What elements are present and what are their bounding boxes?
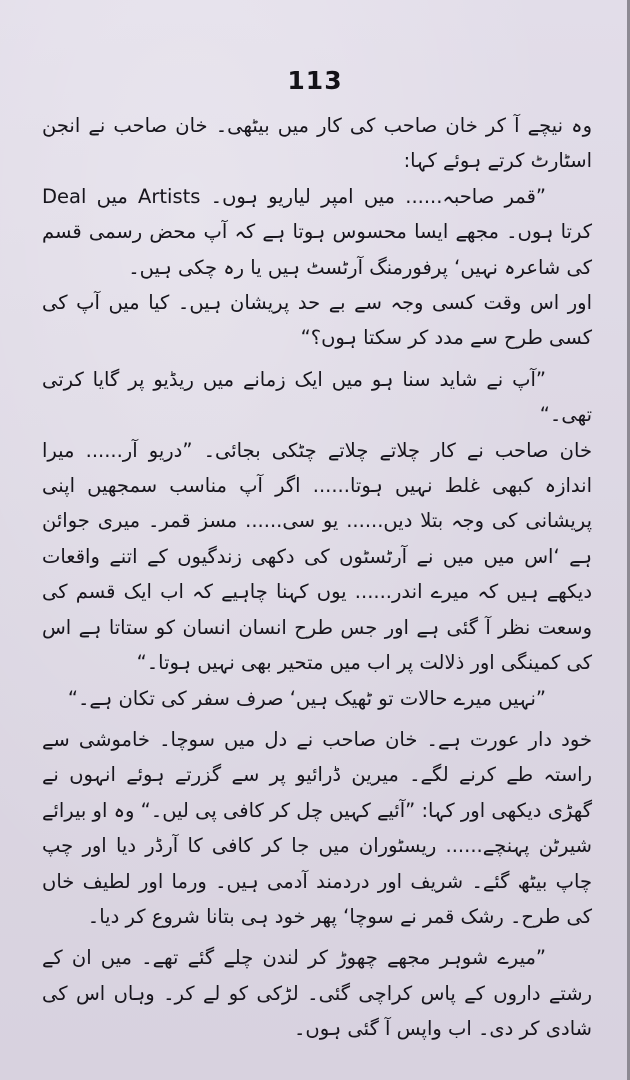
page-number: 113 <box>287 66 343 95</box>
paragraph-3: اور اس وقت کسی وجہ سے بے حد پریشان ہیں۔ کیا میں آپ کی کسی طرح سے مدد کر سکتا ہوں؟“ <box>42 291 592 350</box>
paragraph-7: خود دار عورت ہے۔ خان صاحب نے دل میں سوچا۔ خاموشی سے راستہ طے کرنے لگے۔ میرین ڈرائیو پر سے گزرتے ہوئے انہوں نے گھڑی دیکھی اور کہا: ”آئیے کہیں چل کر کافی پی لیں۔“ وہ او بیرائے شیرٹن پہنچے...... ریسٹوران میں جا کر کافی کا آرڈر دیا اور چپ چاپ بیٹھ گئے۔ شریف اور دردمند آدمی ہیں۔ ورما اور لطیف خاں کی طرح۔ رشک قمر نے سوچا‘ پھر خود ہی بتانا شروع کر دیا۔ <box>42 727 592 928</box>
paragraph-2: ”قمر صاحبہ...... میں امپر لیاریو ہوں۔ Artists میں Deal کرتا ہوں۔ مجھے ایسا محسوس ہوتا ہے کہ آپ محض رسمی قسم کی شاعرہ نہیں‘ پرفورمنگ آرٹسٹ ہیں یا رہ چکی ہیں۔ <box>42 184 592 279</box>
paragraph-6: ”نہیں میرے حالات تو ٹھیک ہیں‘ صرف سفر کی تکان ہے۔“ <box>67 686 546 710</box>
paragraph-4: ”آپ نے شاید سنا ہو میں ایک زمانے میں ریڈیو پر گایا کرتی تھی۔“ <box>42 367 592 427</box>
paragraph-5: خان صاحب نے کار چلاتے چلاتے چٹکی بجائی۔ ”دریو آر...... میرا اندازہ کبھی غلط نہیں ہوتا...... اگر آپ مناسب سمجھیں اپنی پریشانی کی وجہ بتلا دیں...... یو سی...... مسز قمر۔ میری جوائن ہے ‘اس میں میں نے آرٹسٹوں کی دکھی زندگیوں کے اتنے واقعات دیکھے ہیں کہ میرے اندر...... یوں کہنا چاہیے کہ اب ایک قسم کی وسعت نظر آ گئی ہے اور جس طرح انسان انسان کو ستاتا ہے اس کی کمینگی اور ذلالت پر اب میں متحیر بھی نہیں ہوتا۔“ <box>42 438 592 675</box>
paragraph-8: ”میرے شوہر مجھے چھوڑ کر لندن چلے گئے تھے۔ میں ان کے رشتے داروں کے پاس کراچی گئی۔ لڑکی کو لے کر۔ وہاں اس کی شادی کر دی۔ اب واپس آ گئی ہوں۔ <box>42 946 592 1041</box>
paragraph-1: وہ نیچے آ کر خان صاحب کی کار میں بیٹھی۔ خان صاحب نے انجن اسٹارٹ کرتے ہوئے کہا: <box>42 114 592 173</box>
page-text <box>42 108 592 1047</box>
